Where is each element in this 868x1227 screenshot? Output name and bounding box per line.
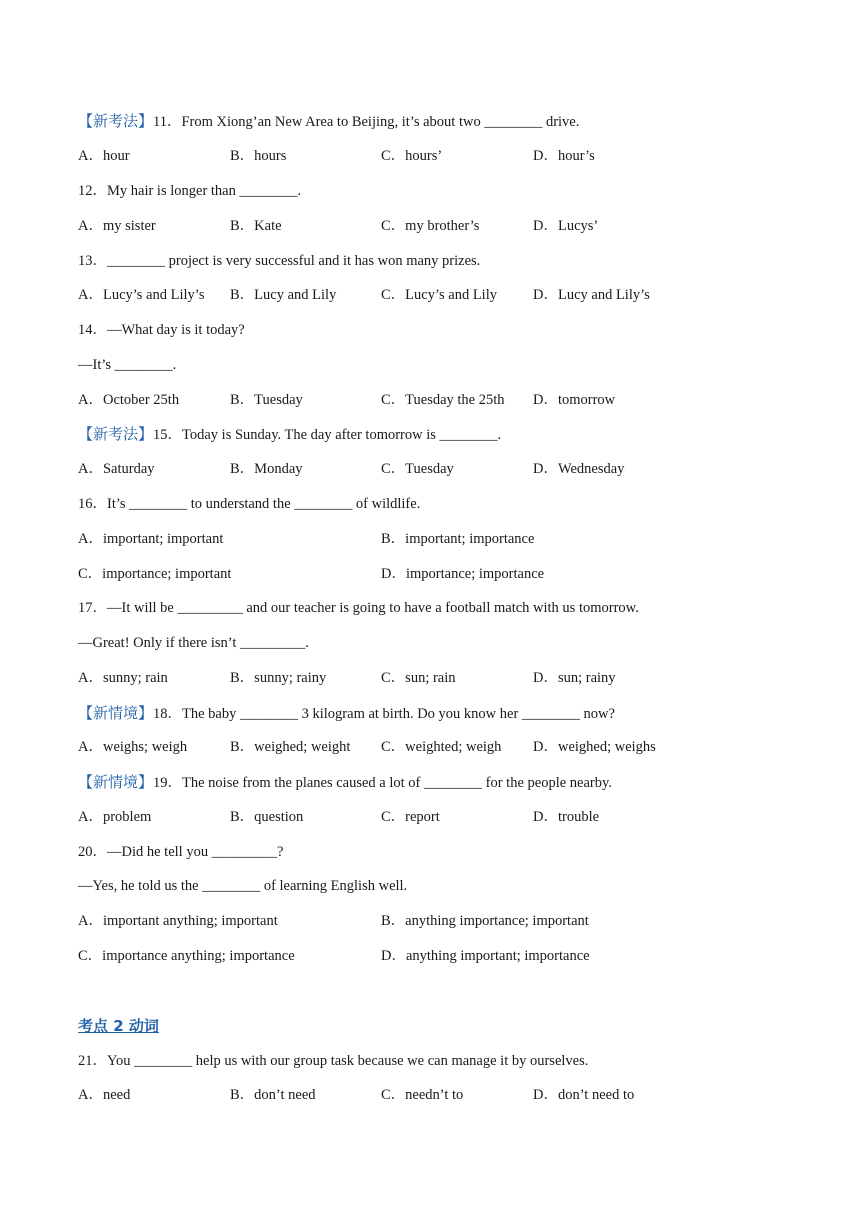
question-tag: 【新考法】 xyxy=(78,425,154,443)
question-13 xyxy=(78,251,480,271)
question-11 xyxy=(78,111,579,132)
question-text: 14．—What day is it today? xyxy=(78,322,245,338)
question-text: 18．The baby ________ 3 kilogram at birth. Do you know her ________ now? xyxy=(153,706,615,722)
option-a: A．problem xyxy=(78,809,152,825)
question-15 xyxy=(78,424,501,445)
option-c: C．Tuesday xyxy=(381,461,454,477)
option-c: C．my brother’s xyxy=(381,218,480,234)
question-12 xyxy=(78,181,301,201)
option-d: D．anything important; importance xyxy=(381,948,590,964)
option-b: B．Lucy and Lily xyxy=(230,287,337,303)
question-text: 11．From Xiong’an New Area to Beijing, it’s about two ________ drive. xyxy=(153,114,580,130)
option-b: B．important; importance xyxy=(381,531,535,547)
question-14 xyxy=(78,320,245,340)
option-b: B．don’t need xyxy=(230,1087,316,1103)
option-c: C．importance; important xyxy=(78,566,232,582)
option-d: D．sun; rainy xyxy=(533,670,616,686)
option-a: A．Lucy’s and Lily’s xyxy=(78,287,205,303)
option-b: B．anything importance; important xyxy=(381,913,589,929)
option-d: D．trouble xyxy=(533,809,600,825)
option-d: D．tomorrow xyxy=(533,392,616,408)
option-c: C．Lucy’s and Lily xyxy=(381,287,497,303)
question-20 xyxy=(78,842,283,862)
option-c: C．sun; rain xyxy=(381,670,456,686)
option-a: A．important; important xyxy=(78,531,224,547)
option-c: C．importance anything; importance xyxy=(78,948,295,964)
option-b: B．Monday xyxy=(230,461,303,477)
question-text: 15．Today is Sunday. The day after tomorrow is ________. xyxy=(153,427,502,443)
option-c: C．needn’t to xyxy=(381,1087,464,1103)
question-text: 12．My hair is longer than ________. xyxy=(78,183,302,199)
option-a: A．October 25th xyxy=(78,392,180,408)
option-a: A．important anything; important xyxy=(78,913,278,929)
option-d: D．weighed; weighs xyxy=(533,739,656,755)
option-b: B．Kate xyxy=(230,218,282,234)
option-c: C．Tuesday the 25th xyxy=(381,392,505,408)
option-c: C．report xyxy=(381,809,440,825)
question-text: 13．________ project is very successful and it has won many prizes. xyxy=(78,253,481,269)
option-a: A．weighs; weigh xyxy=(78,739,188,755)
question-text: 20．—Did he tell you _________? xyxy=(78,844,284,860)
section-heading: 考点 2 动词 xyxy=(78,1017,159,1035)
question-tag: 【新考法】 xyxy=(78,112,154,130)
option-a: A．Saturday xyxy=(78,461,155,477)
question-17-reply: —Great! Only if there isn’t _________. xyxy=(78,635,309,651)
option-b: B．sunny; rainy xyxy=(230,670,327,686)
option-a: A．sunny; rain xyxy=(78,670,168,686)
option-a: A．need xyxy=(78,1087,131,1103)
question-text: 17．—It will be _________ and our teacher is going to have a football match with us tomorrow. xyxy=(78,600,639,616)
question-text: 21．You ________ help us with our group task because we can manage it by ourselves. xyxy=(78,1053,589,1069)
question-18 xyxy=(78,703,615,724)
option-d: D．Wednesday xyxy=(533,461,625,477)
question-text: 19．The noise from the planes caused a lot of ________ for the people nearby. xyxy=(153,775,612,791)
question-20-reply: —Yes, he told us the ________ of learning English well. xyxy=(78,878,408,894)
option-d: D．importance; importance xyxy=(381,566,545,582)
option-c: C．hours’ xyxy=(381,148,443,164)
question-19 xyxy=(78,772,612,793)
option-d: D．Lucy and Lily’s xyxy=(533,287,650,303)
option-d: D．hour’s xyxy=(533,148,595,164)
option-a: A．hour xyxy=(78,148,130,164)
option-b: B．Tuesday xyxy=(230,392,303,408)
question-21 xyxy=(78,1051,588,1071)
option-b: B．weighed; weight xyxy=(230,739,351,755)
option-d: D．Lucys’ xyxy=(533,218,599,234)
question-17 xyxy=(78,598,639,618)
option-b: B．question xyxy=(230,809,304,825)
option-b: B．hours xyxy=(230,148,287,164)
question-16 xyxy=(78,494,420,514)
question-14-reply: —It’s ________. xyxy=(78,357,177,373)
option-c: C．weighted; weigh xyxy=(381,739,502,755)
option-d: D．don’t need to xyxy=(533,1087,635,1103)
question-text: 16．It’s ________ to understand the ________ of wildlife. xyxy=(78,496,421,512)
question-tag: 【新情境】 xyxy=(78,773,154,791)
option-a: A．my sister xyxy=(78,218,156,234)
question-tag: 【新情境】 xyxy=(78,704,154,722)
